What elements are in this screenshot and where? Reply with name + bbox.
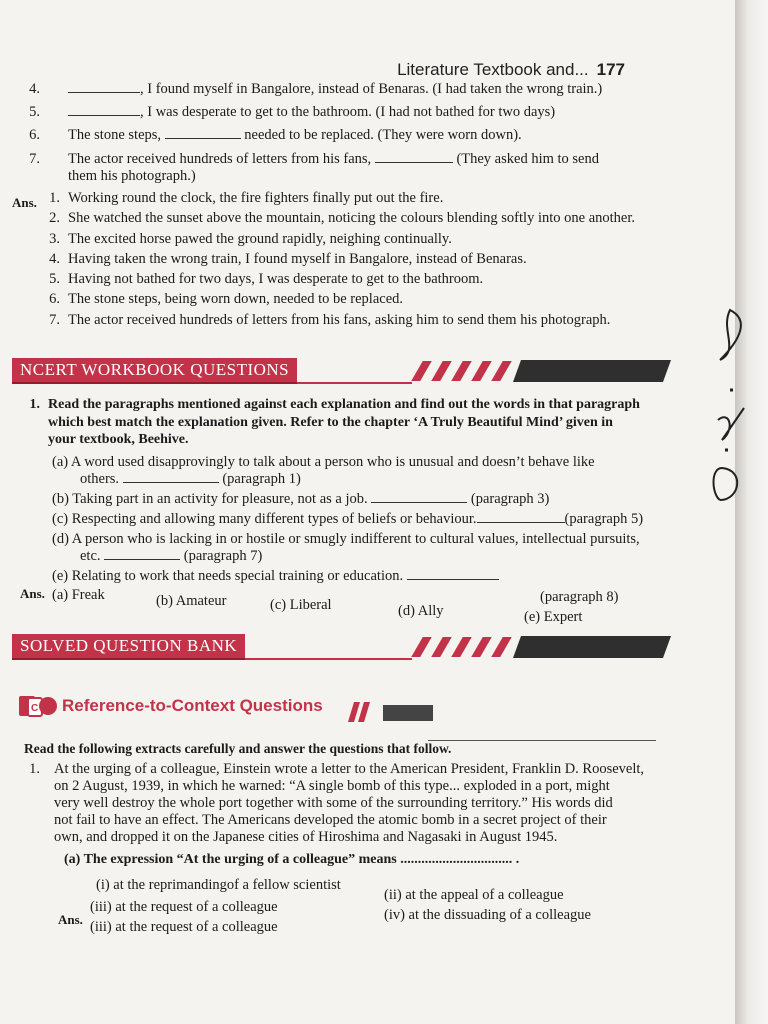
option-ii: (ii) at the appeal of a colleague xyxy=(384,887,564,903)
answer-blank xyxy=(375,151,453,163)
rtc-rule xyxy=(428,740,656,741)
answer-blank xyxy=(371,491,467,503)
option-iii: (iii) at the request of a colleague xyxy=(90,899,278,915)
ncert-workbook-banner xyxy=(12,358,660,384)
rtc-section-heading xyxy=(18,692,658,722)
option-i: (i) at the reprimandingof a fellow scientist xyxy=(96,877,341,893)
page-header xyxy=(397,60,625,80)
handwritten-scribble xyxy=(700,300,760,520)
subquestion-c: (c) Respecting and allowing many different types of beliefs or behaviour. (paragraph 5) xyxy=(52,511,644,527)
solved-question-bank-banner xyxy=(12,634,660,660)
svg-text:C: C xyxy=(31,703,39,714)
rtc-icon xyxy=(18,694,58,718)
subquestion-a-cont: others. (paragraph 1) xyxy=(80,471,301,487)
instruction-text: Read the following extracts carefully and answer the questions that follow. xyxy=(24,741,452,756)
answer-label: Ans. xyxy=(58,912,83,927)
exercise-item-7-continuation: them his photograph.) xyxy=(68,168,196,184)
rtc-answer: (iii) at the request of a colleague xyxy=(90,919,278,935)
solved-banner-label: SOLVED QUESTION BANK xyxy=(12,634,245,660)
answer-blank xyxy=(407,568,499,580)
answer-blank xyxy=(68,104,140,116)
ncert-banner-label: NCERT WORKBOOK QUESTIONS xyxy=(12,358,297,384)
answer-blank xyxy=(104,548,180,560)
subquestion-b: (b) Taking part in an activity for pleasure, not as a job. (paragraph 3) xyxy=(52,491,550,507)
answer-blank xyxy=(165,127,241,139)
answer-blank xyxy=(123,471,219,483)
rtc-question-a: (a) The expression “At the urging of a colleague” means ................................ . xyxy=(64,852,520,867)
option-iv: (iv) at the dissuading of a colleague xyxy=(384,907,591,923)
answer-label: Ans. xyxy=(20,586,45,601)
page-number: 177 xyxy=(596,60,625,79)
rtc-dark-bar xyxy=(383,705,433,721)
answer-label: Ans. xyxy=(12,195,37,210)
rtc-slash-decoration xyxy=(348,702,388,722)
textbook-page: Literature Textbook and... 177 4. , I found myself in Bangalore, instead of Benaras. (I had taken the wrong train.) 5. , I was desperate to get to the bathroom. (I had not bathed for two days) 6. The stone steps, needed to be replaced. (They were worn down). 7. The actor received hundreds of letters from his fans, (They asked him to send them his photograph.) Ans. 1. Working round the clock, the fire fighters finally put out the fire. 2. She watched the sunset above the mountain, noticing the colours blending softly into one another. 3. The excited horse pawed the ground rapidly, neighing continually. 4. Having taken the wrong train, I found myself in Bangalore, instead of Benaras. 5. Having not bathed for two days, I was desperate to get to the bathroom. 6. The stone steps, being worn down, needed to be replaced. 7. The actor received hundreds of letters from his fans, asking him to send them his photograph. NCERT WORKBOOK QUESTIONS 1. Read the paragraphs mentioned against each explanation and find out the words in that paragraph which best match the explanation given. Refer to the chapter ‘A Truly Beautiful Mind’ given in your textbook, Beehive. (a) A word used disapprovingly to talk about a person who is unusual and doesn’t behave like others. (paragraph 1) (b) Taking part in an activity for pleasure, not as a job. (paragraph 3) (c) Respecting and allowing many different types of beliefs or behaviour. (paragraph 5) (d) A person who is lacking in or hostile or smugly indifferent to cultural values, intellectual pursuits, etc. (paragraph 7) (e) Relating to work that needs special training or education. (paragraph 8) Ans. (a) Freak (b) Amateur (c) Liberal (d) Ally (e) Expert SOLVED QUESTION BANK C Reference-to-Context Questions Read the following extracts carefully and answer the questions that follow. 1. At the urging of a colleague, Einstein wrote a letter to the American President, Franklin D. Roosevelt, on 2 August, 1939, in which he warned: “A single bomb of this type... exploded in a port, might very well destroy the whole port together with some of the surrounding territory.” His words did not fail to have an effect. The Americans developed the atomic bomb in a secret project of their own, and dropped it on the Japanese cities of Hiroshima and Nagasaki in August 1945. (a) The expression “At the urging of a colleague” means ................................ . (i) at the reprimandingof a fellow scientist (ii) at the appeal of a colleague (iii) at the request of a colleague (iv) at the dissuading of a colleague Ans. (iii) at the request of a colleague xyxy=(0,0,736,1024)
answer-blank xyxy=(477,511,565,523)
book-title: Literature Textbook and... xyxy=(397,60,589,79)
subquestion-d: (d) A person who is lacking in or hostile or smugly indifferent to cultural values, intellectual pursuits, xyxy=(52,531,640,547)
rtc-title: Reference-to-Context Questions xyxy=(62,696,323,715)
subquestion-d-cont: etc. (paragraph 7) xyxy=(80,548,263,564)
answer-blank xyxy=(68,81,140,93)
subquestion-e: (e) Relating to work that needs special training or education. xyxy=(52,567,499,585)
subquestion-a: (a) A word used disapprovingly to talk about a person who is unusual and doesn’t behave like xyxy=(52,454,595,470)
